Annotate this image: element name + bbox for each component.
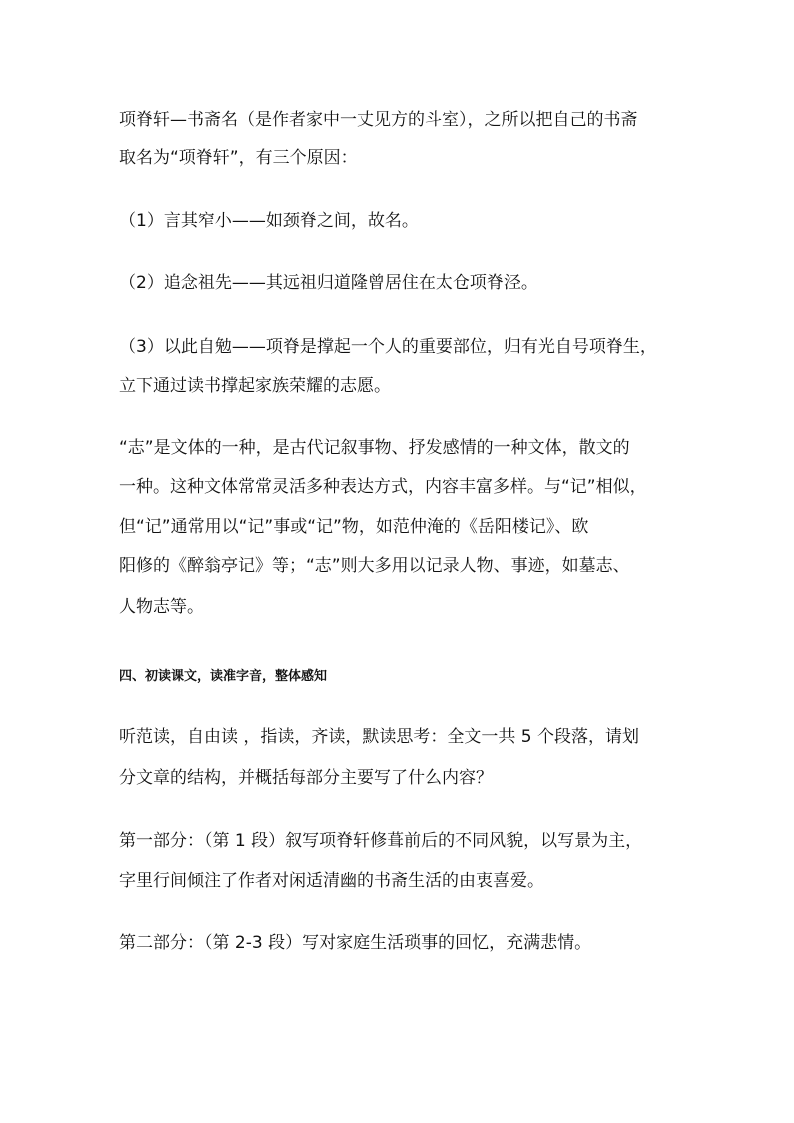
reason-2: （2）追念祖先——其远祖归道隆曾居住在太仓项脊泾。 <box>119 273 538 293</box>
intro-line-1: 项脊轩—书斋名（是作者家中一丈见方的斗室），之所以把自己的书斋 <box>119 110 638 130</box>
part-1-line-2: 字里行间倾注了作者对闲适清幽的书斋生活的由衷喜爱。 <box>119 871 544 891</box>
section-heading: 四、初读课文，读准字音，整体感知 <box>119 669 328 684</box>
zhi-paragraph-line-2: 一种。这种文体常常灵活多种表达方式，内容丰富多样。与“记”相似， <box>119 477 647 497</box>
part-2-line: 第二部分：（第 2-3 段）写对家庭生活琐事的回忆，充满悲情。 <box>119 933 592 953</box>
reason-3-line-2: 立下通过读书撑起家族荣耀的志愿。 <box>119 376 391 396</box>
reason-3-line-1: （3）以此自勉——项脊是撑起一个人的重要部位，归有光自号项脊生， <box>119 337 657 357</box>
zhi-paragraph-line-3: 但“记”通常用以“记”事或“记”物，如范仲淹的《岳阳楼记》、欧 <box>119 517 589 537</box>
part-1-line-1: 第一部分：（第 1 段）叙写项脊轩修葺前后的不同风貌，以写景为主， <box>119 831 643 851</box>
reading-task-line-1: 听范读，自由读 ，指读，齐读，默读思考：全文一共 5 个段落，请划 <box>119 727 640 747</box>
intro-line-2: 取名为“项脊轩”，有三个原因： <box>119 148 358 168</box>
zhi-paragraph-line-1: “志”是文体的一种，是古代记叙事物、抒发感情的一种文体，散文的 <box>119 438 630 458</box>
reading-task-line-2: 分文章的结构，并概括每部分主要写了什么内容？ <box>119 768 493 788</box>
zhi-paragraph-line-5: 人物志等。 <box>119 597 204 617</box>
reason-1: （1）言其窄小——如颈脊之间，故名。 <box>119 211 419 231</box>
zhi-paragraph-line-4: 阳修的《醉翁亭记》等；“志”则大多用以记录人物、事迹，如墓志、 <box>119 556 630 576</box>
